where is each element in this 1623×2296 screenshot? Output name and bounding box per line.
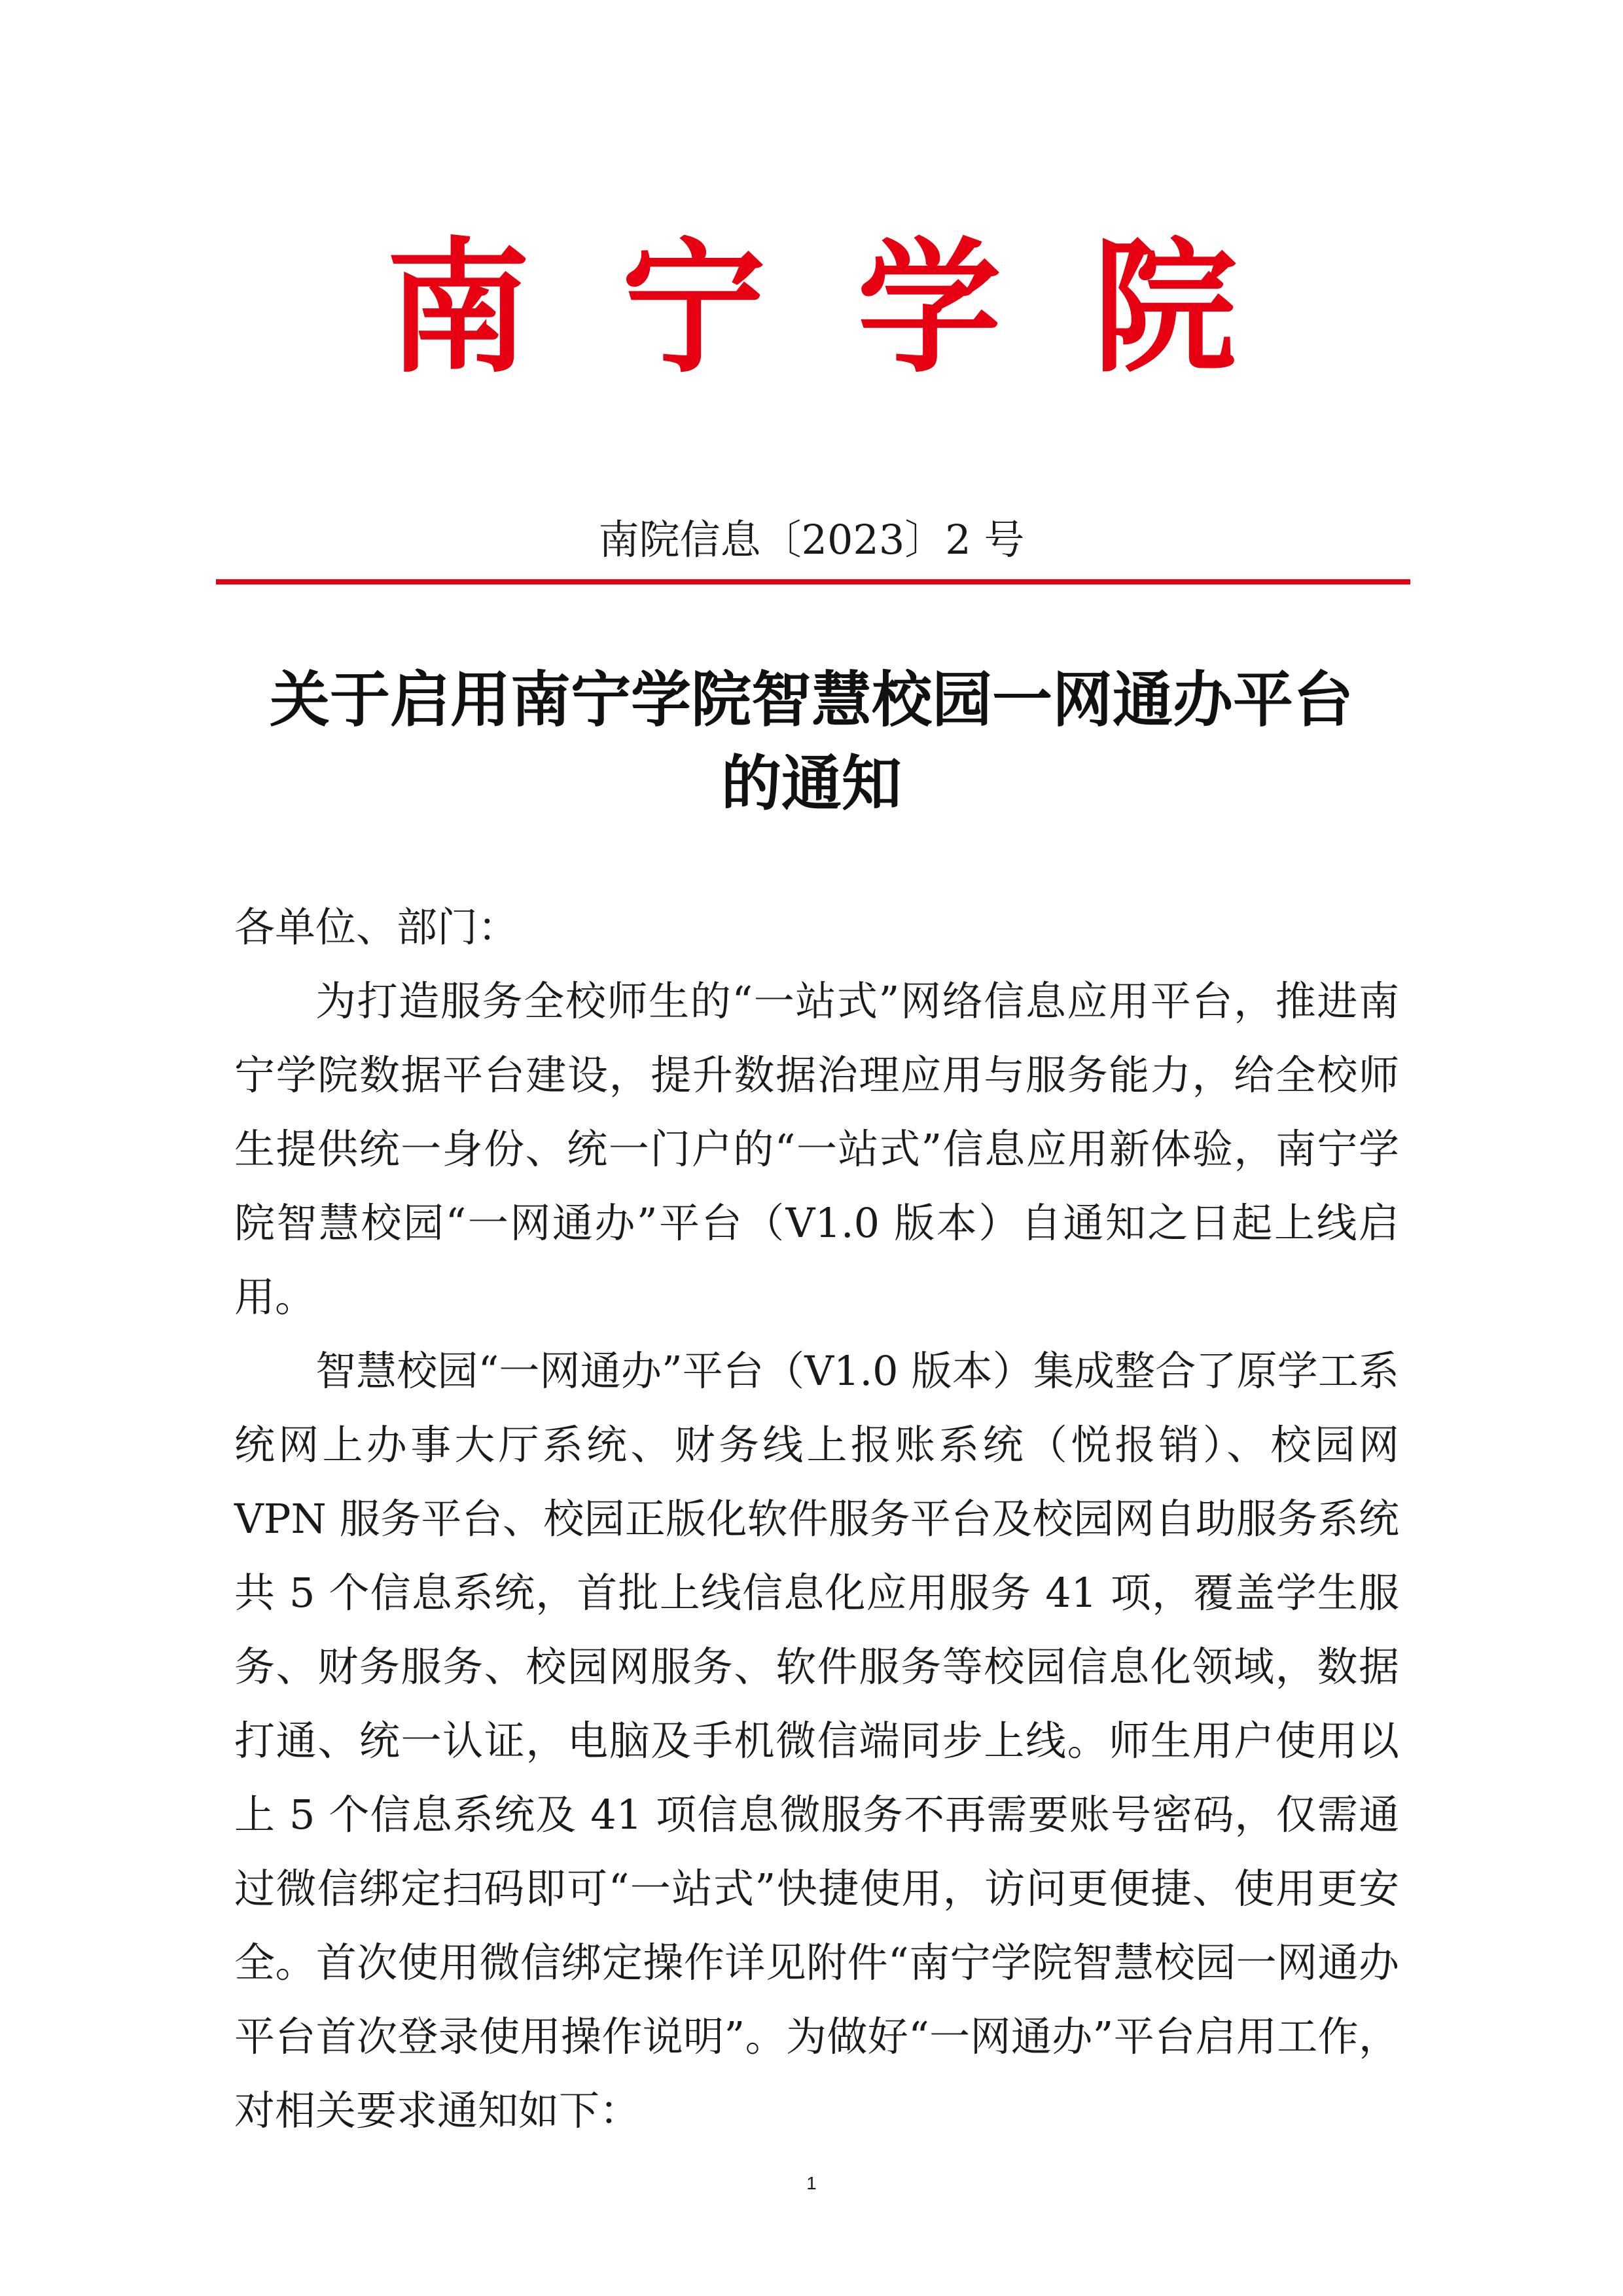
title-line-2: 的通知 [721,748,902,819]
page-number: 1 [806,2173,817,2193]
body-paragraph-2: 智慧校园“一网通办”平台（V1.0 版本）集成整合了原学工系统网上办事大厅系统、财务线上报账系统（悦报销）、校园网 VPN 服务平台、校园正版化软件服务平台及校园网自助服务系统共 5 个信息系统，首批上线信息化应用服务 41 项，覆盖学生服务、财务服务、校园网服务、软件服务等校园信息化领域，数据打通、统一认证，电脑及手机微信端同步上线。师生用户使用以上 5 个信息系统及 41 项信息微服务不再需要账号密码，仅需通过微信绑定扫码即可“一站式”快捷使用，访问更便捷、使用更安全。首次使用微信绑定操作详见附件“南宁学院智慧校园一网通办平台首次登录使用操作说明”。为做好“一网通办”平台启用工作，对相关要求通知如下： [234,1347,1399,2134]
org-name-char: 院 [1093,223,1238,392]
body-paragraph-1: 为打造服务全校师生的“一站式”网络信息应用平台，推进南宁学院数据平台建设，提升数据治理应用与服务能力，给全校师生提供统一身份、统一门户的“一站式”信息应用新体验，南宁学院智慧校园“一网通办”平台（V1.0 版本）自通知之日起上线启用。 [234,977,1399,1321]
document-body [234,890,1399,2147]
org-name-char: 南 [385,223,530,392]
document-number: 南院信息〔2023〕2 号 [598,516,1025,564]
document-title [196,658,1427,825]
title-line-1: 关于启用南宁学院智慧校园一网通办平台 [269,664,1353,735]
red-divider-line [216,579,1410,584]
org-name-header [0,223,1623,393]
salutation: 各单位、部门： [234,903,519,951]
org-name-char: 学 [857,223,1002,392]
org-name-char: 宁 [621,223,766,392]
